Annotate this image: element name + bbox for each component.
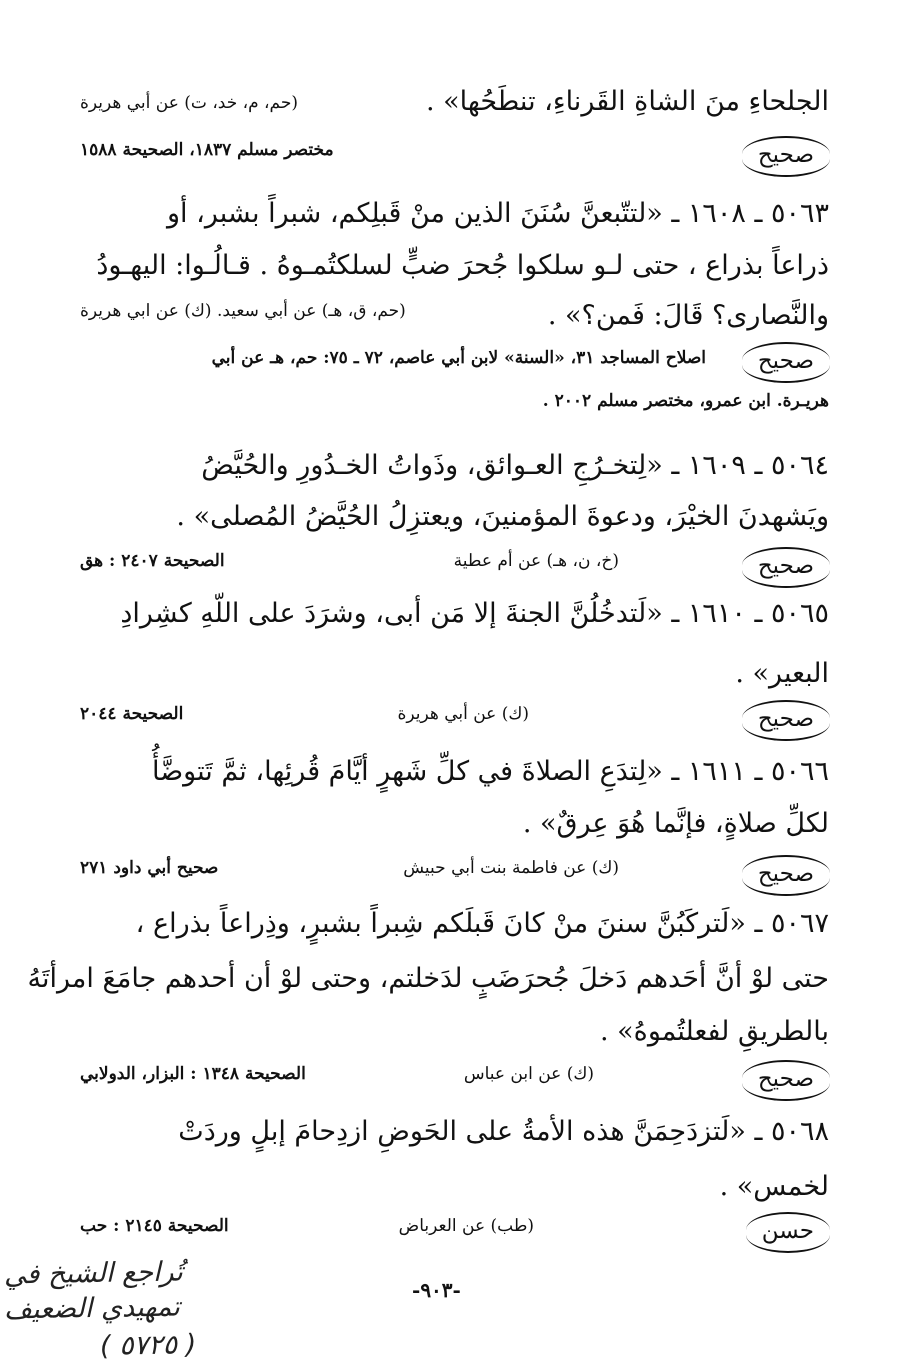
grade-badge: صحيح [742,855,830,896]
grade-badge: صحيح [742,136,830,177]
hadith-references: صحيح أبي داود ٢٧١ [80,858,219,878]
hadith-sources: (طب) عن العرباض [398,1216,534,1236]
hadith-references: هريـرة. ابن عمرو، مختصر مسلم ٢٠٠٢ . [542,391,829,411]
hadith-references: الصحيحة ٢٤٠٧ : هق [80,551,225,571]
hadith-references: الصحيحة ٢٠٤٤ [80,704,184,724]
hadith-references: مختصر مسلم ١٨٣٧، الصحيحة ١٥٨٨ [80,140,334,160]
hadith-text-line: ٥٠٦٣ ـ ١٦٠٨ ـ «لتتّبعنَّ سُنَنَ الذين منْ قَبلِكم، شبراً بشبر، أو [167,198,829,229]
hadith-references: الصحيحة ٢١٤٥ : حب [80,1216,229,1236]
hadith-text-line: بالطريقِ لفعلتُموهُ» . [599,1016,829,1047]
hadith-text-line: ٥٠٦٥ ـ ١٦١٠ ـ «لَتدخُلُنَّ الجنةَ إلا مَن أبى، وشرَدَ على اللّهِ كشِرادِ [120,598,829,629]
hadith-text-line: ٥٠٦٦ ـ ١٦١١ ـ «لِتدَعِ الصلاةَ في كلِّ شَهرٍ أيَّامَ قُرئِها، ثمَّ تَتوضَّأُ [151,756,829,787]
hadith-sources: (ك) عن أبي هريرة [397,704,529,724]
hadith-text-line: الجلحاءِ منَ الشاةِ القَرناءِ، تنطَحُها» . [425,86,829,117]
hadith-references: الصحيحة ١٣٤٨ : البزار، الدولابي [80,1064,306,1084]
hadith-sources: (ك) عن ابن عباس [463,1064,594,1084]
hadith-text-line: لخمس» . [719,1171,829,1202]
hadith-text-line: لكلِّ صلاةٍ، فإنَّما هُوَ عِرقٌ» . [522,808,829,839]
grade-badge: حسن [746,1212,830,1253]
grade-badge: صحيح [742,342,830,383]
hadith-text-line: ويَشهدنَ الخيْرَ، ودعوةَ المؤمنينَ، ويعتزِلُ الحُيَّضُ المُصلى» . [176,501,829,532]
hadith-references: اصلاح المساجد ٣١، «السنة» لابن أبي عاصم، ٧٢ ـ ٧٥: حم، هـ عن أبي [211,348,706,368]
hadith-text-line: ٥٠٦٧ ـ «لَتركَبُنَّ سننَ منْ كانَ قَبلَكم شِبراً بشبرٍ، وذِراعاً بذراع ، [135,908,829,939]
hadith-text-line: ٥٠٦٨ ـ «لَتزدَحِمَنَّ هذه الأمةُ على الحَوضِ ازدِحامَ إبلٍ وردَتْ [178,1116,829,1147]
hadith-text-line: البعير» . [735,658,829,689]
handwritten-note-line: ( ٥٧٢٥ ) [99,1329,197,1362]
hadith-sources: (خ، ن، هـ) عن أم عطية [453,551,619,571]
hadith-text-line: ٥٠٦٤ ـ ١٦٠٩ ـ «لِتخـرُجِ العـوائق، وذَواتُ الخـدُورِ والحُيَّضُ [201,450,829,481]
handwritten-note-line: تُراجع الشيخ في [3,1256,184,1291]
grade-badge: صحيح [742,547,830,588]
hadith-sources: (ك) عن فاطمة بنت أبي حبيش [403,858,619,878]
hadith-sources: (حم، م، خد، ت) عن أبي هريرة [80,93,299,113]
grade-badge: صحيح [742,700,830,741]
hadith-sources: (حم، ق، هـ) عن أبي سعيد. (ك) عن ابي هريرة [80,301,406,321]
hadith-text-line: حتى لوْ أنَّ أحَدهم دَخلَ جُحرَضَبٍ لدَخلتم، وحتى لوْ أن أحدهم جامَعَ امرأتَهُ [27,963,829,994]
handwritten-note-line: تمهيدي الضعيف [3,1291,181,1326]
grade-badge: صحيح [742,1060,830,1101]
page-number: -٩٠٣- [412,1278,461,1302]
hadith-text-line: ذراعاً بذراع ، حتى لـو سلكوا جُحرَ ضبٍّ لسلكتُمـوهُ . قـالُـوا: اليهـودُ [96,250,829,281]
hadith-text-line: والنَّصارى؟ قَالَ: فَمن؟» . [547,300,829,331]
